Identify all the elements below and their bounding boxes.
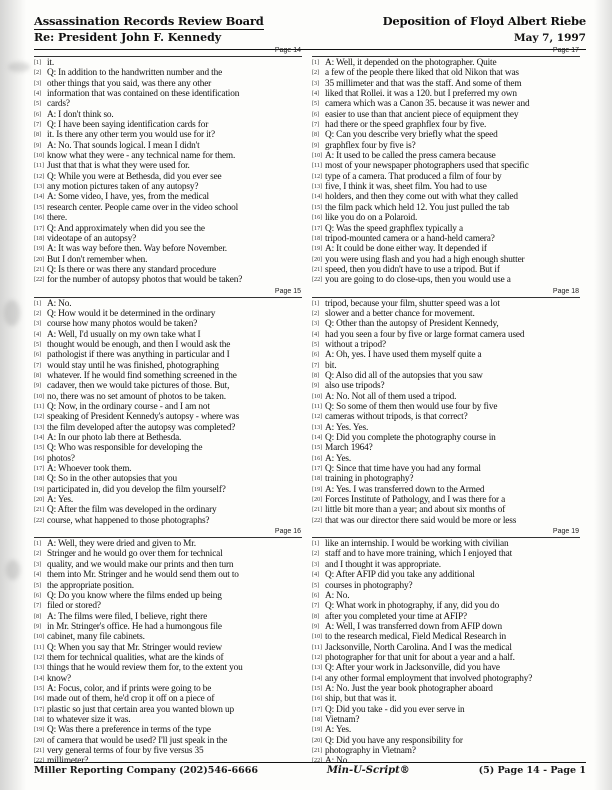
line-text: A: It could be done either way. It depended if xyxy=(325,244,487,255)
line-number: [19] xyxy=(312,726,323,734)
line-text: A: In our photo lab there at Bethesda. xyxy=(47,433,182,444)
line-text: Q: Did you take - did you ever serve in xyxy=(325,704,465,715)
line-text: Q: When you say that Mr. Stringer would review xyxy=(47,642,222,653)
line-text: any motion pictures taken of any autopsy? xyxy=(47,182,199,193)
line-number: [17] xyxy=(312,705,323,713)
line-text: Q: Can you describe very briefly what the speed xyxy=(325,130,498,141)
line-number: [7] xyxy=(312,361,320,369)
line-number: [14] xyxy=(34,434,45,442)
line-text: A: It used to be called the press camera because xyxy=(325,151,496,162)
line-number: [22] xyxy=(34,276,45,284)
line-text: A: Yes. xyxy=(325,725,352,736)
line-text: A: Yes. Yes. xyxy=(325,422,369,433)
line-text: know? xyxy=(47,673,72,684)
line-number: [4] xyxy=(312,90,320,98)
line-text: pathologist if there was anything in particular and I xyxy=(47,350,230,361)
transcript-lines xyxy=(34,299,302,527)
line-number: [11] xyxy=(312,403,323,410)
line-text: other things that you said, was there any other xyxy=(47,78,212,89)
line-number: [20] xyxy=(312,496,323,504)
line-text: Q: Also did all of the autopsies that you saw xyxy=(325,370,483,381)
line-text: filed or stored? xyxy=(47,601,101,612)
line-number: [22] xyxy=(312,276,323,284)
transcript-block xyxy=(34,47,302,286)
line-text: photography in Vietnam? xyxy=(325,746,416,756)
line-text: tripod-mounted camera or a hand-held camera? xyxy=(325,233,495,244)
line-text: tripod, because your film, shutter speed was a lot xyxy=(325,298,500,309)
line-number: [14] xyxy=(34,193,45,201)
line-number: [14] xyxy=(34,674,45,682)
line-number: [5] xyxy=(312,340,320,348)
line-text: A: Yes. xyxy=(325,453,352,464)
line-number: [7] xyxy=(312,121,320,129)
line-number: [8] xyxy=(312,371,320,379)
line-text: A: Well, I'd usually on my own take what I xyxy=(47,329,201,340)
line-number: [13] xyxy=(312,664,323,672)
line-text: Q: While you were at Bethesda, did you ever see xyxy=(47,171,222,182)
line-text: very general terms of four by five versus 35 xyxy=(47,746,204,756)
line-text: training in photography? xyxy=(325,474,414,485)
line-text: quality, and we would make our prints and then turn xyxy=(47,559,234,570)
line-number: [21] xyxy=(34,506,45,514)
line-number: [12] xyxy=(34,172,45,180)
line-text: camera which was a Canon 35. because it was newer and xyxy=(325,99,530,110)
line-number: [14] xyxy=(312,434,323,442)
line-text: plastic so just that certain area you wanted blown up xyxy=(47,704,234,715)
line-text: A: The films were filed, I believe, right there xyxy=(47,611,208,622)
scan-artifact xyxy=(4,300,20,326)
line-number: [12] xyxy=(312,172,323,180)
case-subject: Re: President John F. Kennedy xyxy=(34,31,222,44)
line-text: also use tripods? xyxy=(325,381,385,392)
line-text: cameras without tripods, is that correct? xyxy=(325,412,468,423)
line-number: [15] xyxy=(34,684,45,692)
line-number: [12] xyxy=(34,653,45,661)
line-text: A: Oh, yes. I have used them myself quite a xyxy=(325,350,482,361)
line-text: cadaver, then we would take pictures of those. But, xyxy=(47,381,230,392)
line-number: [2] xyxy=(312,550,320,558)
line-number: [4] xyxy=(34,571,42,579)
line-number: [6] xyxy=(34,591,42,599)
line-text: easier to use than that ancient piece of equipment they xyxy=(325,109,519,120)
line-text: Just that that is what they were used for. xyxy=(47,161,190,172)
line-text: any other formal employment that involved photography? xyxy=(325,673,533,684)
line-text: had you seen a four by five or large format camera used xyxy=(325,329,525,340)
transcript-page-label: Page 19 xyxy=(552,528,579,536)
line-text: of camera that would be used? I'll just speak in the xyxy=(47,735,228,746)
line-text: it. Is there any other term you would use for it? xyxy=(47,130,215,141)
line-text: Q: So some of them then would use four by five xyxy=(325,402,498,412)
line-text: A: No. Not all of them used a tripod. xyxy=(325,391,457,402)
line-text: Q: So in the other autopsies that you xyxy=(47,474,178,485)
line-number: [1] xyxy=(312,299,320,307)
line-text: no, there was no set amount of photos to be taken. xyxy=(47,391,226,402)
line-number: [17] xyxy=(312,224,323,232)
line-text: course, what happened to those photographs? xyxy=(47,515,210,526)
line-text: photographer for that unit for about a year and a half. xyxy=(325,652,515,663)
line-text: to the research medical, Field Medical Research in xyxy=(325,632,506,643)
line-number: [13] xyxy=(312,423,323,431)
line-number: [9] xyxy=(34,622,42,630)
line-number: [14] xyxy=(312,674,323,682)
line-text: courses in photography? xyxy=(325,580,413,591)
line-text: to whatever size it was. xyxy=(47,714,131,725)
line-text: after you completed your time at AFIP? xyxy=(325,611,467,622)
line-number: [18] xyxy=(34,715,45,723)
line-number: [22] xyxy=(34,757,45,765)
line-text: Q: Do you know where the films ended up being xyxy=(47,590,222,601)
transcript-block xyxy=(34,528,302,767)
line-number: [21] xyxy=(312,506,323,514)
line-number: [4] xyxy=(34,330,42,338)
line-text: there. xyxy=(47,213,68,224)
line-number: [8] xyxy=(34,131,42,139)
line-number: [17] xyxy=(34,224,45,232)
line-number: [17] xyxy=(34,705,45,713)
line-number: [8] xyxy=(312,131,320,139)
line-number: [14] xyxy=(312,193,323,201)
line-text: Q: And approximately when did you see the xyxy=(47,223,205,234)
line-number: [5] xyxy=(312,100,320,108)
transcript-lines xyxy=(34,58,302,286)
line-number: [10] xyxy=(312,152,323,160)
line-number: [22] xyxy=(312,757,323,765)
line-number: [15] xyxy=(312,203,323,211)
line-text: them into Mr. Stringer and he would send them out to xyxy=(47,570,239,581)
line-number: [20] xyxy=(312,255,323,263)
page-range: (5) Page 14 - Page 1 xyxy=(478,765,586,776)
line-text: speaking of President Kennedy's autopsy - where was xyxy=(47,412,240,423)
line-number: [12] xyxy=(312,653,323,661)
line-number: [9] xyxy=(312,382,320,390)
line-number: [10] xyxy=(34,152,45,160)
line-number: [18] xyxy=(312,475,323,483)
line-number: [4] xyxy=(312,571,320,579)
line-text: But I don't remember when. xyxy=(47,254,148,265)
line-text: like an internship. I would be working with civilian xyxy=(325,539,509,550)
line-number: [17] xyxy=(34,465,45,473)
line-number: [20] xyxy=(34,736,45,744)
transcript-block xyxy=(312,287,580,527)
page-footer xyxy=(34,762,586,776)
line-text: staff and to have more training, which I enjoyed that xyxy=(325,549,513,560)
line-number: [2] xyxy=(312,309,320,317)
line-text: Forces Institute of Pathology, and I was there for a xyxy=(325,495,506,506)
scan-artifact xyxy=(8,62,30,72)
line-text: little bit more than a year; and about six months of xyxy=(325,505,506,516)
line-number: [10] xyxy=(312,392,323,400)
scan-artifact xyxy=(6,560,20,580)
line-text: most of your newspaper photographers used that specific xyxy=(325,161,529,172)
line-text: A: No. xyxy=(325,590,350,601)
line-number: [11] xyxy=(312,643,323,651)
line-number: [13] xyxy=(34,664,45,672)
line-text: Q: Was there a preference in terms of the type xyxy=(47,725,211,736)
transcript-page-label: Page 18 xyxy=(552,287,579,295)
line-number: [18] xyxy=(312,234,323,242)
reporting-company: Miller Reporting Company (202)546-6666 xyxy=(34,765,258,776)
transcript-lines xyxy=(34,539,302,767)
line-text: graphflex four by five is? xyxy=(325,140,416,151)
left-column xyxy=(34,47,302,767)
line-text: A: Well, I was transferred down from AFIP down xyxy=(325,621,502,632)
transcript-page-label: Page 15 xyxy=(274,287,301,295)
line-text: five, I think it was, sheet film. You had to use xyxy=(325,182,487,193)
line-text: Q: Did you complete the photography course in xyxy=(325,433,496,444)
line-text: Q: Who was responsible for developing the xyxy=(47,443,203,454)
line-text: in Mr. Stringer's office. He had a humongous file xyxy=(47,621,222,632)
line-number: [7] xyxy=(34,121,42,129)
line-text: A: No. xyxy=(325,756,350,767)
line-text: them for technical qualities, what are the kinds of xyxy=(47,652,224,663)
line-number: [1] xyxy=(312,59,320,66)
header-divider xyxy=(34,49,586,50)
line-number: [3] xyxy=(34,79,42,87)
line-number: [11] xyxy=(312,162,323,170)
line-text: without a tripod? xyxy=(325,339,386,350)
line-text: whatever. If he would find something screened in the xyxy=(47,370,237,381)
line-text: cabinet, many file cabinets. xyxy=(47,632,145,643)
line-number: [21] xyxy=(34,265,45,273)
line-text: 35 millimeter and that was the staff. And some of them xyxy=(325,78,522,89)
line-number: [19] xyxy=(34,245,45,253)
line-number: [17] xyxy=(312,465,323,473)
line-number: [9] xyxy=(312,622,320,630)
line-text: research center. People came over in the video school xyxy=(47,202,239,213)
line-number: [15] xyxy=(312,444,323,452)
transcript-block xyxy=(312,528,580,767)
line-text: speed, then you didn't have to use a tripod. But if xyxy=(325,264,500,275)
deposition-title: Deposition of Floyd Albert Riebe xyxy=(382,14,586,28)
line-text: March 1964? xyxy=(325,443,373,454)
line-text: slower and a better chance for movement. xyxy=(325,308,475,319)
line-number: [16] xyxy=(312,695,323,703)
line-text: Q: Other than the autopsy of President Kennedy, xyxy=(325,319,499,330)
line-text: millimeter? xyxy=(47,756,89,767)
line-number: [8] xyxy=(34,371,42,379)
line-number: [6] xyxy=(312,110,320,118)
line-number: [6] xyxy=(34,110,42,118)
line-number: [7] xyxy=(312,602,320,610)
line-text: Jacksonville, North Carolina. And I was the medical xyxy=(325,642,512,653)
line-text: Vietnam? xyxy=(325,714,360,725)
line-number: [1] xyxy=(312,540,320,548)
line-text: ship, but that was it. xyxy=(325,694,397,705)
line-text: the film developed after the autopsy was completed? xyxy=(47,422,236,433)
line-number: [2] xyxy=(34,69,42,77)
line-text: type of a camera. That produced a film of four by xyxy=(325,171,502,182)
line-text: the appropriate position. xyxy=(47,580,134,591)
line-text: you are going to do close-ups, then you would use a xyxy=(325,275,511,286)
line-text: it. xyxy=(47,58,55,68)
line-number: [20] xyxy=(34,496,45,504)
line-text: Q: I have been saying identification cards for xyxy=(47,120,209,131)
line-text: A: Well, it depended on the photographer. Quite xyxy=(325,58,497,68)
line-text: Q: How would it be determined in the ordinary xyxy=(47,308,216,319)
line-number: [16] xyxy=(34,695,45,703)
line-number: [3] xyxy=(34,560,42,568)
line-text: Q: After your work in Jacksonville, did you have xyxy=(325,663,500,674)
line-number: [20] xyxy=(34,255,45,263)
line-number: [20] xyxy=(312,736,323,744)
line-number: [18] xyxy=(34,475,45,483)
line-text: you were using flash and you had a high enough shutter xyxy=(325,254,525,265)
line-text: videotape of an autopsy? xyxy=(47,233,137,244)
line-number: [11] xyxy=(34,403,45,410)
transcript-page-label: Page 14 xyxy=(274,47,301,54)
line-number: [8] xyxy=(34,612,42,620)
line-text: for the number of autopsy photos that would be taken? xyxy=(47,275,243,286)
deposition-date: May 7, 1997 xyxy=(513,32,586,44)
line-text: A: Yes. I was transferred down to the Armed xyxy=(325,484,485,495)
line-number: [22] xyxy=(34,516,45,524)
line-text: like you do on a Polaroid. xyxy=(325,213,418,224)
line-text: would stay until he was finished, photographing xyxy=(47,360,219,371)
line-number: [1] xyxy=(34,59,42,66)
line-text: a few of the people there liked that old Nikon that was xyxy=(325,68,519,79)
line-text: liked that Rollei. it was a 120. but I preferred my own xyxy=(325,89,517,100)
transcript-page-label: Page 16 xyxy=(274,528,301,536)
line-number: [4] xyxy=(312,330,320,338)
line-text: Q: Was the speed graphflex typically a xyxy=(325,223,463,234)
min-u-script-logo: Min-U-Script® xyxy=(326,765,410,776)
line-text: A: Well, they were dried and given to Mr. xyxy=(47,539,196,550)
right-column xyxy=(312,47,580,767)
line-text: A: I don't think so. xyxy=(47,109,114,120)
line-text: Q: Did you have any responsibility for xyxy=(325,735,463,746)
line-text: things that he would review them for, to the extent you xyxy=(47,663,243,674)
line-number: [10] xyxy=(312,633,323,641)
line-number: [6] xyxy=(312,351,320,359)
line-number: [15] xyxy=(312,684,323,692)
line-number: [13] xyxy=(34,183,45,191)
line-number: [6] xyxy=(34,351,42,359)
line-number: [13] xyxy=(34,423,45,431)
line-number: [12] xyxy=(312,413,323,421)
line-text: know what they were - any technical name for them. xyxy=(47,151,236,162)
scan-edge-shadow-right xyxy=(594,0,612,790)
line-number: [16] xyxy=(34,454,45,462)
line-number: [19] xyxy=(34,485,45,493)
line-text: thought would be enough, and then I would ask the xyxy=(47,339,231,350)
line-text: A: No. xyxy=(47,298,72,309)
line-number: [21] xyxy=(34,747,45,754)
line-number: [15] xyxy=(34,444,45,452)
line-number: [2] xyxy=(312,69,320,77)
line-text: the film pack which held 12. You just pulled the tab xyxy=(325,202,510,213)
line-number: [10] xyxy=(34,633,45,641)
line-number: [9] xyxy=(34,382,42,390)
line-text: holders, and then they come out with what they called xyxy=(325,192,518,203)
line-number: [18] xyxy=(34,234,45,242)
line-number: [13] xyxy=(312,183,323,191)
line-number: [21] xyxy=(312,265,323,273)
line-text: Q: Is there or was there any standard procedure xyxy=(47,264,217,275)
line-number: [5] xyxy=(34,340,42,348)
line-number: [8] xyxy=(312,612,320,620)
line-text: Stringer and he would go over them for technical xyxy=(47,549,223,560)
line-number: [2] xyxy=(34,309,42,317)
line-text: bit. xyxy=(325,360,337,371)
line-number: [9] xyxy=(312,141,320,149)
line-number: [5] xyxy=(34,100,42,108)
line-number: [21] xyxy=(312,747,323,754)
line-text: A: Yes. xyxy=(47,495,74,506)
line-number: [1] xyxy=(34,540,42,548)
line-text: A: No. Just the year book photographer aboard xyxy=(325,683,493,694)
scan-edge-shadow xyxy=(0,0,26,790)
line-text: A: No. That sounds logical. I mean I didn't xyxy=(47,140,200,151)
line-number: [1] xyxy=(34,299,42,307)
line-number: [19] xyxy=(312,245,323,253)
line-text: made out of them, he'd crop it off on a piece of xyxy=(47,694,215,705)
transcript-block xyxy=(34,287,302,527)
transcript-lines xyxy=(312,58,580,286)
line-number: [3] xyxy=(312,560,320,568)
line-number: [16] xyxy=(312,454,323,462)
transcript-page-label: Page 17 xyxy=(552,47,579,54)
line-text: Q: What work in photography, if any, did you do xyxy=(325,601,500,612)
line-number: [5] xyxy=(312,581,320,589)
line-number: [7] xyxy=(34,602,42,610)
line-number: [19] xyxy=(312,485,323,493)
line-number: [11] xyxy=(34,162,45,170)
line-number: [3] xyxy=(34,320,42,328)
line-number: [19] xyxy=(34,726,45,734)
transcript-block xyxy=(312,47,580,286)
line-number: [11] xyxy=(34,643,45,651)
line-number: [5] xyxy=(34,581,42,589)
line-number: [12] xyxy=(34,413,45,421)
line-text: and I thought it was appropriate. xyxy=(325,559,441,570)
line-number: [16] xyxy=(34,214,45,222)
agency-title: Assassination Records Review Board xyxy=(34,14,264,28)
line-text: participated in, did you develop the film yourself? xyxy=(47,484,226,495)
line-number: [7] xyxy=(34,361,42,369)
line-text: Q: After AFIP did you take any additional xyxy=(325,570,475,581)
line-text: Q: Since that time have you had any formal xyxy=(325,464,481,475)
line-text: A: Some video, I have, yes, from the medical xyxy=(47,192,209,203)
line-number: [2] xyxy=(34,550,42,558)
line-number: [9] xyxy=(34,141,42,149)
line-number: [3] xyxy=(312,79,320,87)
line-number: [6] xyxy=(312,591,320,599)
transcript-lines xyxy=(312,299,580,527)
page-header xyxy=(34,14,586,44)
line-number: [22] xyxy=(312,516,323,524)
line-text: Q: Now, in the ordinary course - and I am not xyxy=(47,402,210,412)
line-text: that was our director there said would be more or less xyxy=(325,515,517,526)
line-text: A: Focus, color, and if prints were going to be xyxy=(47,683,212,694)
line-number: [3] xyxy=(312,320,320,328)
line-number: [10] xyxy=(34,392,45,400)
line-text: cards? xyxy=(47,99,70,110)
line-number: [4] xyxy=(34,90,42,98)
line-text: Q: In addition to the handwritten number and the xyxy=(47,68,223,79)
line-text: had there or the speed graphflex four by five. xyxy=(325,120,487,131)
line-text: A: It was way before then. Way before November. xyxy=(47,244,227,255)
line-text: photos? xyxy=(47,453,75,464)
line-text: Q: After the film was developed in the ordinary xyxy=(47,505,217,516)
line-number: [15] xyxy=(34,203,45,211)
line-number: [18] xyxy=(312,715,323,723)
line-number: [16] xyxy=(312,214,323,222)
line-text: course how many photos would be taken? xyxy=(47,319,198,330)
line-text: information that was contained on these identification xyxy=(47,89,240,100)
line-text: A: Whoever took them. xyxy=(47,464,132,475)
transcript-lines xyxy=(312,539,580,767)
